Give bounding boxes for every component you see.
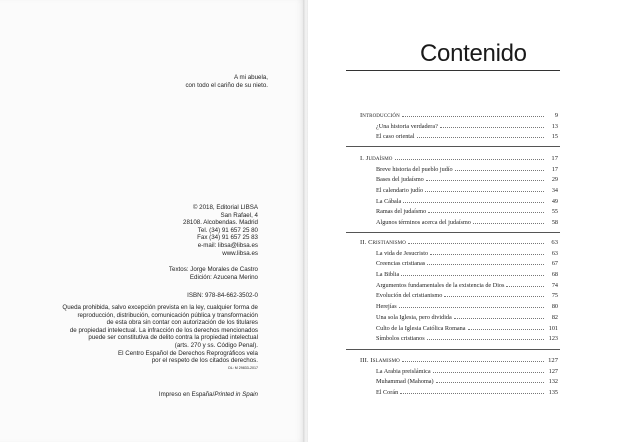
toc-entry-label: II. Cristianismo — [360, 239, 406, 246]
toc-page-number: 101 — [548, 324, 558, 332]
dot-leader — [402, 110, 544, 117]
toc-section-cristianismo — [360, 237, 558, 344]
toc-entry-label: Breve historia del pueblo judío — [376, 165, 453, 173]
toc-page-number: 123 — [548, 335, 558, 343]
toc-entry — [360, 121, 558, 132]
toc-page-number: 29 — [551, 176, 558, 184]
toc-entry-label: El calendario judío — [376, 187, 424, 195]
section-divider — [346, 349, 560, 350]
toc-entry-label: Muhammad (Mahoma) — [376, 378, 434, 386]
toc-page-number: 58 — [551, 219, 558, 227]
dot-leader — [428, 206, 544, 213]
toc-entry-label: Herejías — [376, 303, 397, 311]
toc-entry — [360, 174, 558, 185]
dot-leader — [408, 237, 544, 244]
toc-section-judaismo — [360, 153, 558, 228]
toc-page-number: 9 — [554, 112, 558, 119]
toc-entry — [360, 387, 558, 398]
toc-entry — [360, 248, 558, 259]
dot-leader — [426, 174, 544, 181]
toc-entry — [360, 280, 558, 291]
toc-entry — [360, 269, 558, 280]
dot-leader — [473, 217, 544, 224]
toc-page-number: 132 — [548, 378, 558, 386]
address-line: San Rafael, 4 — [220, 211, 258, 219]
toc-section-heading — [360, 237, 558, 248]
title-divider — [346, 70, 560, 71]
dot-leader — [454, 312, 544, 319]
dot-leader — [436, 376, 544, 383]
legal-notice: Queda prohibida, salvo excepción prevista en la ley, cualquier forma de reproducción, distribución, comunicación pública y transformación de esta obra sin contar con autorización de los titulares de propiedad intelectual. La infracción de los derechos mencionados puede ser constitutiva de delito contra la propiedad intelectual (arts. 270 y ss. Código Penal). El Centro Español de Derechos Reprográficos vela por el respeto de los citados derechos. DL: M 29833-2017 — [0, 304, 258, 371]
email-line: e-mail: libsa@libsa.es — [197, 241, 258, 249]
toc-entry — [360, 323, 558, 334]
toc-entry — [360, 217, 558, 228]
text-credits — [0, 266, 258, 281]
website-line: www.libsa.es — [222, 249, 258, 257]
toc-entry — [360, 290, 558, 301]
toc-page-number: 82 — [551, 313, 558, 321]
toc-entry-label: Evolución del cristianismo — [376, 292, 443, 300]
toc-page-number: 75 — [551, 292, 558, 300]
toc-entry — [360, 131, 558, 142]
dedication — [185, 74, 268, 90]
dot-leader — [427, 333, 544, 340]
toc-page-number: 63 — [551, 249, 558, 257]
dot-leader — [427, 258, 544, 265]
toc-page-number: 68 — [551, 271, 558, 279]
toc-entry — [360, 206, 558, 217]
toc-page-number: 67 — [551, 260, 558, 268]
toc-entry-label: El caso oriental — [376, 133, 415, 141]
dot-leader — [417, 131, 545, 138]
toc-page-number: 135 — [548, 389, 558, 397]
toc-page-number: 74 — [551, 281, 558, 289]
toc-entry-label: Argumentos fundamentales de la existencia de Dios — [376, 281, 505, 289]
toc-entry — [360, 376, 558, 387]
toc-entry-label: La vida de Jesucristo — [376, 249, 429, 257]
dot-leader — [433, 366, 544, 373]
toc-page-number: 15 — [551, 133, 558, 141]
dot-leader — [455, 164, 544, 171]
toc-entry — [360, 196, 558, 207]
toc-section-heading — [360, 110, 558, 121]
dot-leader — [403, 196, 544, 203]
dot-leader — [401, 269, 544, 276]
dot-leader — [430, 248, 544, 255]
publisher-credits — [0, 204, 258, 257]
dot-leader — [395, 153, 545, 160]
isbn: ISBN: 978-84-662-3502-0 — [187, 292, 258, 299]
toc-page-number: 17 — [551, 155, 558, 162]
editor-line: Edición: Azucena Merino — [189, 273, 258, 281]
toc-section-islamismo — [360, 355, 558, 398]
address-line: 28108. Alcobendas. Madrid — [183, 219, 258, 227]
dot-leader — [425, 185, 544, 192]
toc-page-number: 13 — [551, 122, 558, 130]
dot-leader — [444, 290, 544, 297]
toc-entry-label: La Biblia — [376, 271, 400, 279]
toc-section-intro — [360, 110, 558, 142]
toc-entry-label: Ramas del judaísmo — [376, 208, 427, 216]
toc-entry — [360, 258, 558, 269]
toc-page-number: 80 — [551, 303, 558, 311]
toc-entry — [360, 301, 558, 312]
toc-page-number: 49 — [551, 197, 558, 205]
toc-page-number: 127 — [548, 357, 558, 364]
toc-entry — [360, 185, 558, 196]
toc-entry-label: III. Islamismo — [360, 357, 400, 364]
toc-entry-label: I. Judaísmo — [360, 155, 393, 162]
toc-entry-label: Una sola Iglesia, pero dividida — [376, 313, 452, 321]
left-page — [0, 0, 304, 442]
toc-entry-label: El Corán — [376, 389, 399, 397]
toc-entry-label: La Arabia preislámica — [376, 367, 431, 375]
toc-page-number: 17 — [551, 165, 558, 173]
toc-entry — [360, 333, 558, 344]
toc-page-number: 63 — [551, 239, 558, 246]
dedication-line: con todo el cariño de su nieto. — [185, 82, 268, 90]
dot-leader — [402, 355, 544, 362]
toc-entry-label: La Cábala — [376, 197, 402, 205]
toc-entry-label: Algunos términos acerca del judaísmo — [376, 219, 471, 227]
dot-leader — [440, 121, 544, 128]
toc-page-number: 127 — [548, 367, 558, 375]
dot-leader — [399, 301, 544, 308]
section-divider — [346, 232, 560, 233]
copyright-line: © 2018, Editorial LIBSA — [192, 204, 258, 211]
toc-page-number: 55 — [551, 208, 558, 216]
phone-line: Tel. (34) 91 657 25 80 — [197, 226, 258, 234]
toc-entry-label: Culto de la Iglesia Católica Romana — [376, 324, 466, 332]
dot-leader — [506, 280, 544, 287]
toc-entry-label: Bases del judaísmo — [376, 176, 424, 184]
author-line: Textos: Jorge Morales de Castro — [168, 266, 258, 273]
section-divider — [346, 146, 560, 147]
toc-entry-label: Introducción — [360, 112, 400, 119]
toc-entry — [360, 312, 558, 323]
printed-in: Impreso en España/Printed in Spain — [158, 391, 258, 398]
page-title: Contenido — [420, 40, 527, 67]
dedication-line: A mi abuela, — [233, 74, 268, 81]
dot-leader — [400, 387, 544, 394]
toc-entry-label: Símbolos cristianos — [376, 335, 425, 343]
toc-page-number: 34 — [551, 187, 558, 195]
toc-section-heading — [360, 355, 558, 366]
toc-entry-label: ¿Una historia verdadera? — [376, 122, 438, 130]
dot-leader — [468, 323, 544, 330]
toc-section-heading — [360, 153, 558, 164]
legal-deposit: DL: M 29833-2017 — [228, 365, 258, 370]
toc-entry — [360, 366, 558, 377]
toc-entry — [360, 164, 558, 175]
fax-line: Fax (34) 91 657 25 83 — [197, 234, 258, 242]
toc-entry-label: Creencias cristianas — [376, 260, 426, 268]
